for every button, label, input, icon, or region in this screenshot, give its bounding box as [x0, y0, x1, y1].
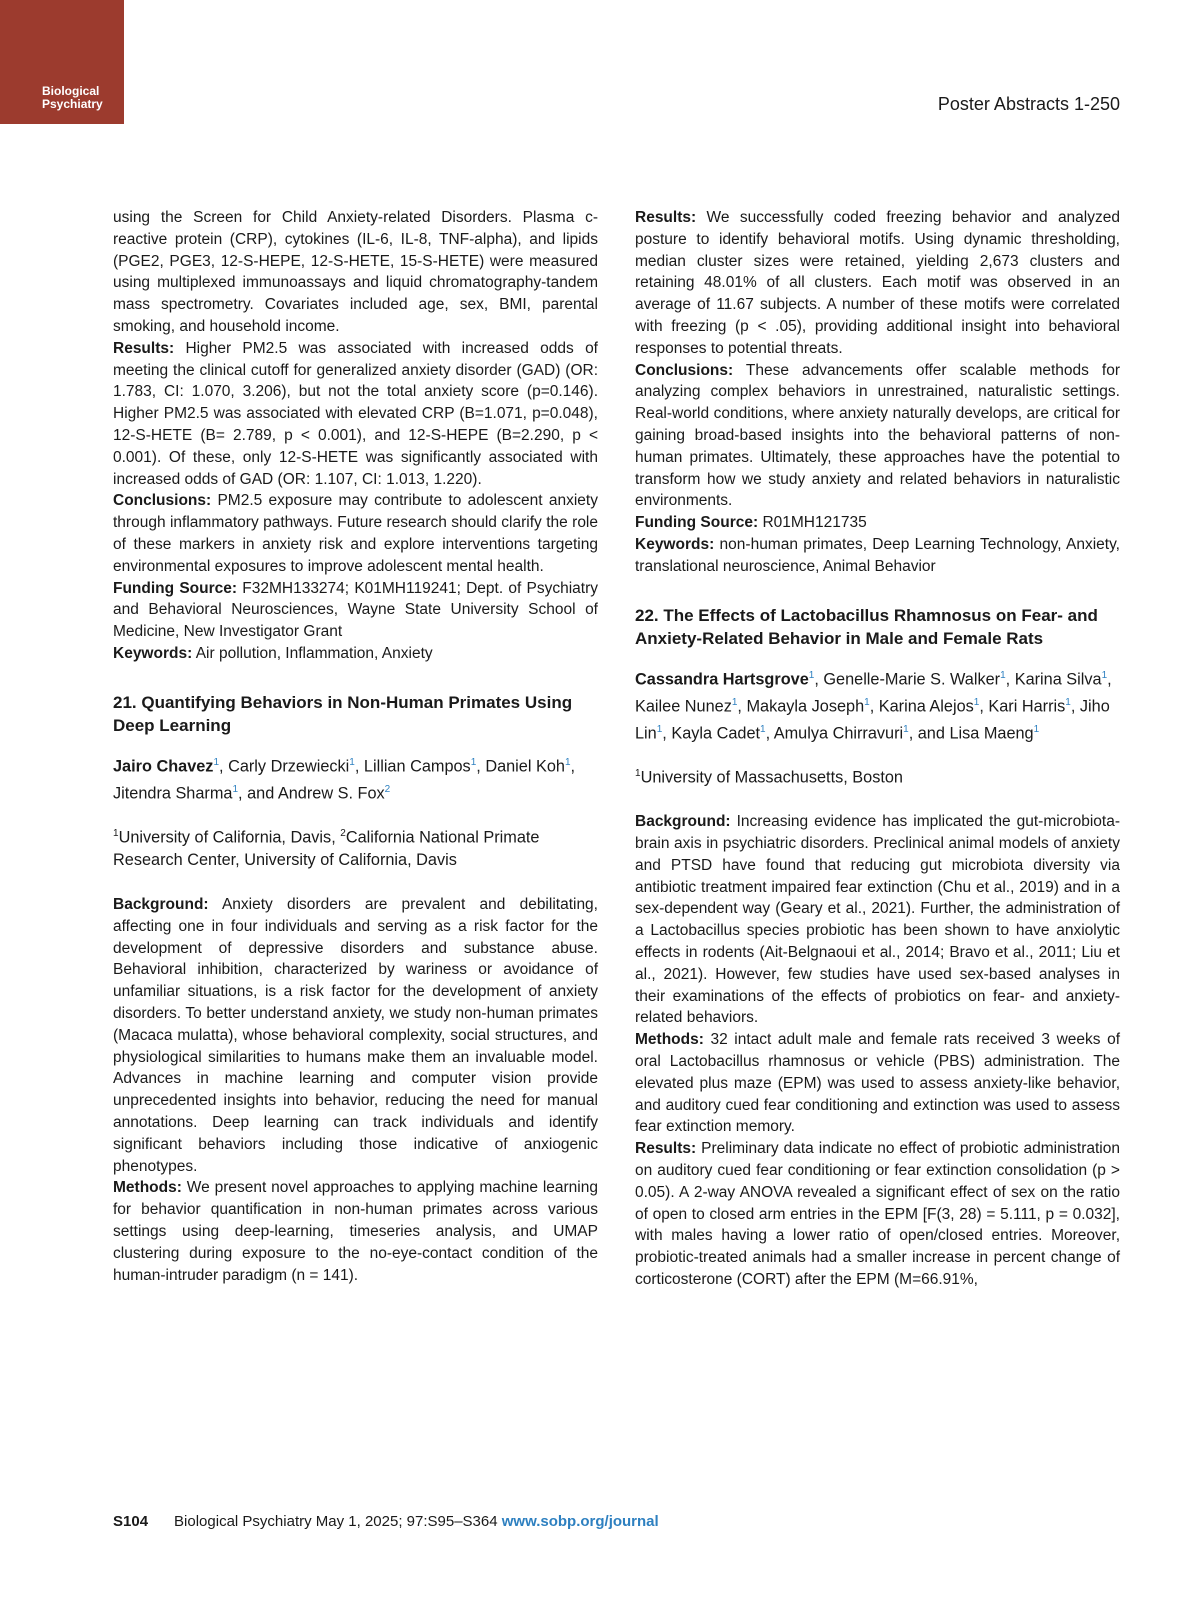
funding-text: R01MH121735 — [758, 514, 867, 532]
funding-text: F32MH133274; K01MH119241; Dept. of Psychiatry and Behavioral Neurosciences, Wayne State University School of Medicine, New Investigator Grant — [113, 579, 598, 641]
methods-label: Methods: — [635, 1031, 704, 1049]
abstract21-keywords — [635, 534, 1120, 578]
results-text: We successfully coded freezing behavior and analyzed posture to identify behavioral motifs. Using dynamic thresholding, median cluster sizes were retained, yielding 2,673 clusters and retaining 48.01% of all clusters. Each motif was observed in an average of 11.67 subjects. A number of these motifs were correlated with freezing (p < .05), providing additional insight into behavioral responses to potential threats. — [635, 209, 1120, 357]
abstract21-background — [113, 894, 598, 1177]
right-column — [635, 207, 1120, 1291]
abstract22-title: 22. The Effects of Lactobacillus Rhamnosus on Fear- and Anxiety-Related Behavior in Male and Female Rats — [635, 605, 1098, 648]
abstract22-results — [635, 1138, 1120, 1291]
abstract20-keywords — [113, 643, 598, 665]
conclusions-text: These advancements offer scalable methods for analyzing complex behaviors in unrestrained, naturalistic settings. Real-world conditions, where anxiety naturally develops, are critical for gaining broad-based insights into the behavioral patterns of non-human primates. Ultimately, these approaches have the potential to transform how we study anxiety and related behaviors in naturalistic environments. — [635, 361, 1120, 510]
abstract21-conclusions — [635, 360, 1120, 513]
abstract21-affiliations: $^1$University of California, Davis, $^2$California National Primate Research Center, University of California, Davis — [113, 827, 540, 869]
abstract21-title: 21. Quantifying Behaviors in Non-Human Primates Using Deep Learning — [113, 692, 573, 735]
conclusions-text: PM2.5 exposure may contribute to adolescent anxiety through inflammatory pathways. Future research should clarify the role of these markers in anxiety risk and explore interventions targeting environmental exposures to improve adolescent mental health. — [113, 492, 598, 575]
journal-logo-text — [42, 85, 103, 111]
background-label: Background: — [113, 896, 209, 913]
results-label: Results: — [113, 339, 175, 357]
logo-line1: Biological — [42, 84, 100, 98]
page-number: S104 — [113, 1513, 149, 1530]
results-text: Preliminary data indicate no effect of probiotic administration on auditory cued fear conditioning or fear extinction consolidation (p > 0.05). A 2-way ANOVA revealed a significant effect of sex on the ratio of open to closed arm entries in the EPM [F(3, 28) = 5.111, p = 0.032], with males having a lower ratio of open/closed entries. Moreover, probiotic-treated animals had a smaller increase in percent change of corticosterone (CORT) after the EPM (M=66.91%, — [635, 1140, 1120, 1288]
abstract21-results — [635, 207, 1120, 360]
left-column — [113, 207, 598, 1286]
logo-line2: Psychiatry — [42, 97, 103, 111]
results-text: Higher PM2.5 was associated with increased odds of meeting the clinical cutoff for generalized anxiety disorder (GAD) (OR: 1.783, CI: 1.070, 3.206), but not the total anxiety score (p=0.146). Higher PM2.5 was associated with elevated CRP (B=1.071, p=0.048), 12-S-HETE (B= 2.789, p < 0.001), and 12-S-HEPE (B=2.290, p < 0.001). Of these, only 12-S-HETE was significantly associated with increased odds of GAD (OR: 1.107, CI: 1.013, 1.220). — [113, 339, 598, 488]
abstract22-methods — [635, 1029, 1120, 1138]
section-header: Poster Abstracts 1-250 — [937, 94, 1120, 114]
citation: Biological Psychiatry May 1, 2025; 97:S95–S364 — [174, 1513, 502, 1530]
abstract20-funding — [113, 578, 598, 643]
methods-text: We present novel approaches to applying machine learning for behavior quantification in non-human primates across various settings using deep-learning, timeseries analysis, and UMAP clustering during exposure to the no-eye-contact condition of the human-intruder paradigm (n = 141). — [113, 1179, 598, 1284]
page-footer — [113, 1513, 659, 1530]
keywords-text: non-human primates, Deep Learning Technology, Anxiety, translational neuroscience, Animal Behavior — [635, 535, 1120, 575]
background-text: Anxiety disorders are prevalent and debilitating, affecting one in four individuals and serving as a risk factor for the development of depressive disorders and substance abuse. Behavioral inhibition, characterized by wariness or avoidance of unfamiliar situations, is a risk factor for the development of anxiety disorders. To better understand anxiety, we study non-human primates (Macaca mulatta), whose behavioral complexity, social structures, and physiological similarities to humans make them an invaluable model. Advances in machine learning and computer vision provide unprecedented insights into behavior, reducing the need for manual annotations. Deep learning can track individuals and identify significant behaviors including those indicative of anxiogenic phenotypes. — [113, 896, 598, 1175]
journal-link[interactable]: www.sobp.org/journal — [501, 1513, 659, 1530]
journal-logo — [0, 0, 124, 124]
abstract20-conclusions — [113, 490, 598, 577]
funding-label: Funding Source: — [635, 514, 759, 532]
background-text: Increasing evidence has implicated the gut-microbiota-brain axis in psychiatric disorders. Preclinical animal models of anxiety and PTSD have found that reducing gut microbiota diversity via antibiotic treatment impaired fear extinction (Chu et al., 2019) and in a sex-dependent way (Geary et al., 2021). Further, the administration of a Lactobacillus species probiotic has been shown to have anxiolytic effects in rodents (Ait-Belgnaoui et al., 2014; Bravo et al., 2011; Liu et al., 2021). However, few studies have used sex-based analyses in their examinations of the effects of probiotics on fear- and anxiety-related behaviors. — [635, 813, 1120, 1027]
abstract22-authors: Cassandra Hartsgrove$^1$, Genelle-Marie S. Walker$^1$, Karina Silva$^1$, Kailee Nunez$^1$, Makayla Joseph$^1$, Karina Alejos$^1$, Kari Harris$^1$, Jiho Lin$^1$, Kayla Cadet$^1$, Amulya Chirravuri$^1$, and Lisa Maeng$^1$ — [635, 669, 1112, 743]
abstract21-methods — [113, 1177, 598, 1286]
background-label: Background: — [635, 813, 731, 831]
abstract21-authors: Jairo Chavez$^1$, Carly Drzewiecki$^1$, Lillian Campos$^1$, Daniel Koh$^1$, Jitendra Sharma$^1$, and Andrew S. Fox$^2$ — [113, 756, 576, 803]
funding-label: Funding Source: — [113, 579, 238, 597]
methods-label: Methods: — [113, 1179, 182, 1197]
abstract21-funding — [635, 512, 1120, 534]
keywords-label: Keywords: — [635, 535, 715, 553]
conclusions-label: Conclusions: — [635, 361, 734, 379]
abstract20-results — [113, 338, 598, 491]
author-lead: Jairo Chavez — [113, 757, 214, 776]
author-lead: Cassandra Hartsgrove — [635, 669, 809, 688]
keywords-label: Keywords: — [113, 644, 193, 662]
results-label: Results: — [635, 209, 697, 226]
conclusions-label: Conclusions: — [113, 492, 212, 510]
keywords-text: Air pollution, Inflammation, Anxiety — [192, 644, 433, 662]
methods-text: 32 intact adult male and female rats received 3 weeks of oral Lactobacillus rhamnosus or vehicle (PBS) administration. The elevated plus maze (EPM) was used to assess anxiety-like behavior, and auditory cued fear conditioning and extinction was used to assess fear extinction memory. — [635, 1031, 1120, 1136]
abstract20-methods-continued: using the Screen for Child Anxiety-related Disorders. Plasma c-reactive protein (CRP), cytokines (IL-6, IL-8, TNF-alpha), and lipids (PGE2, PGE3, 12-S-HEPE, 12-S-HETE, 15-S-HETE) were measured using multiplexed immunoassays and liquid chromatography-tandem mass spectrometry. Covariates included age, sex, BMI, parental smoking, and household income. — [113, 209, 598, 335]
abstract22-background — [635, 811, 1120, 1029]
abstract22-affiliations: $^1$University of Massachusetts, Boston — [635, 767, 903, 787]
results-label: Results: — [635, 1140, 697, 1158]
